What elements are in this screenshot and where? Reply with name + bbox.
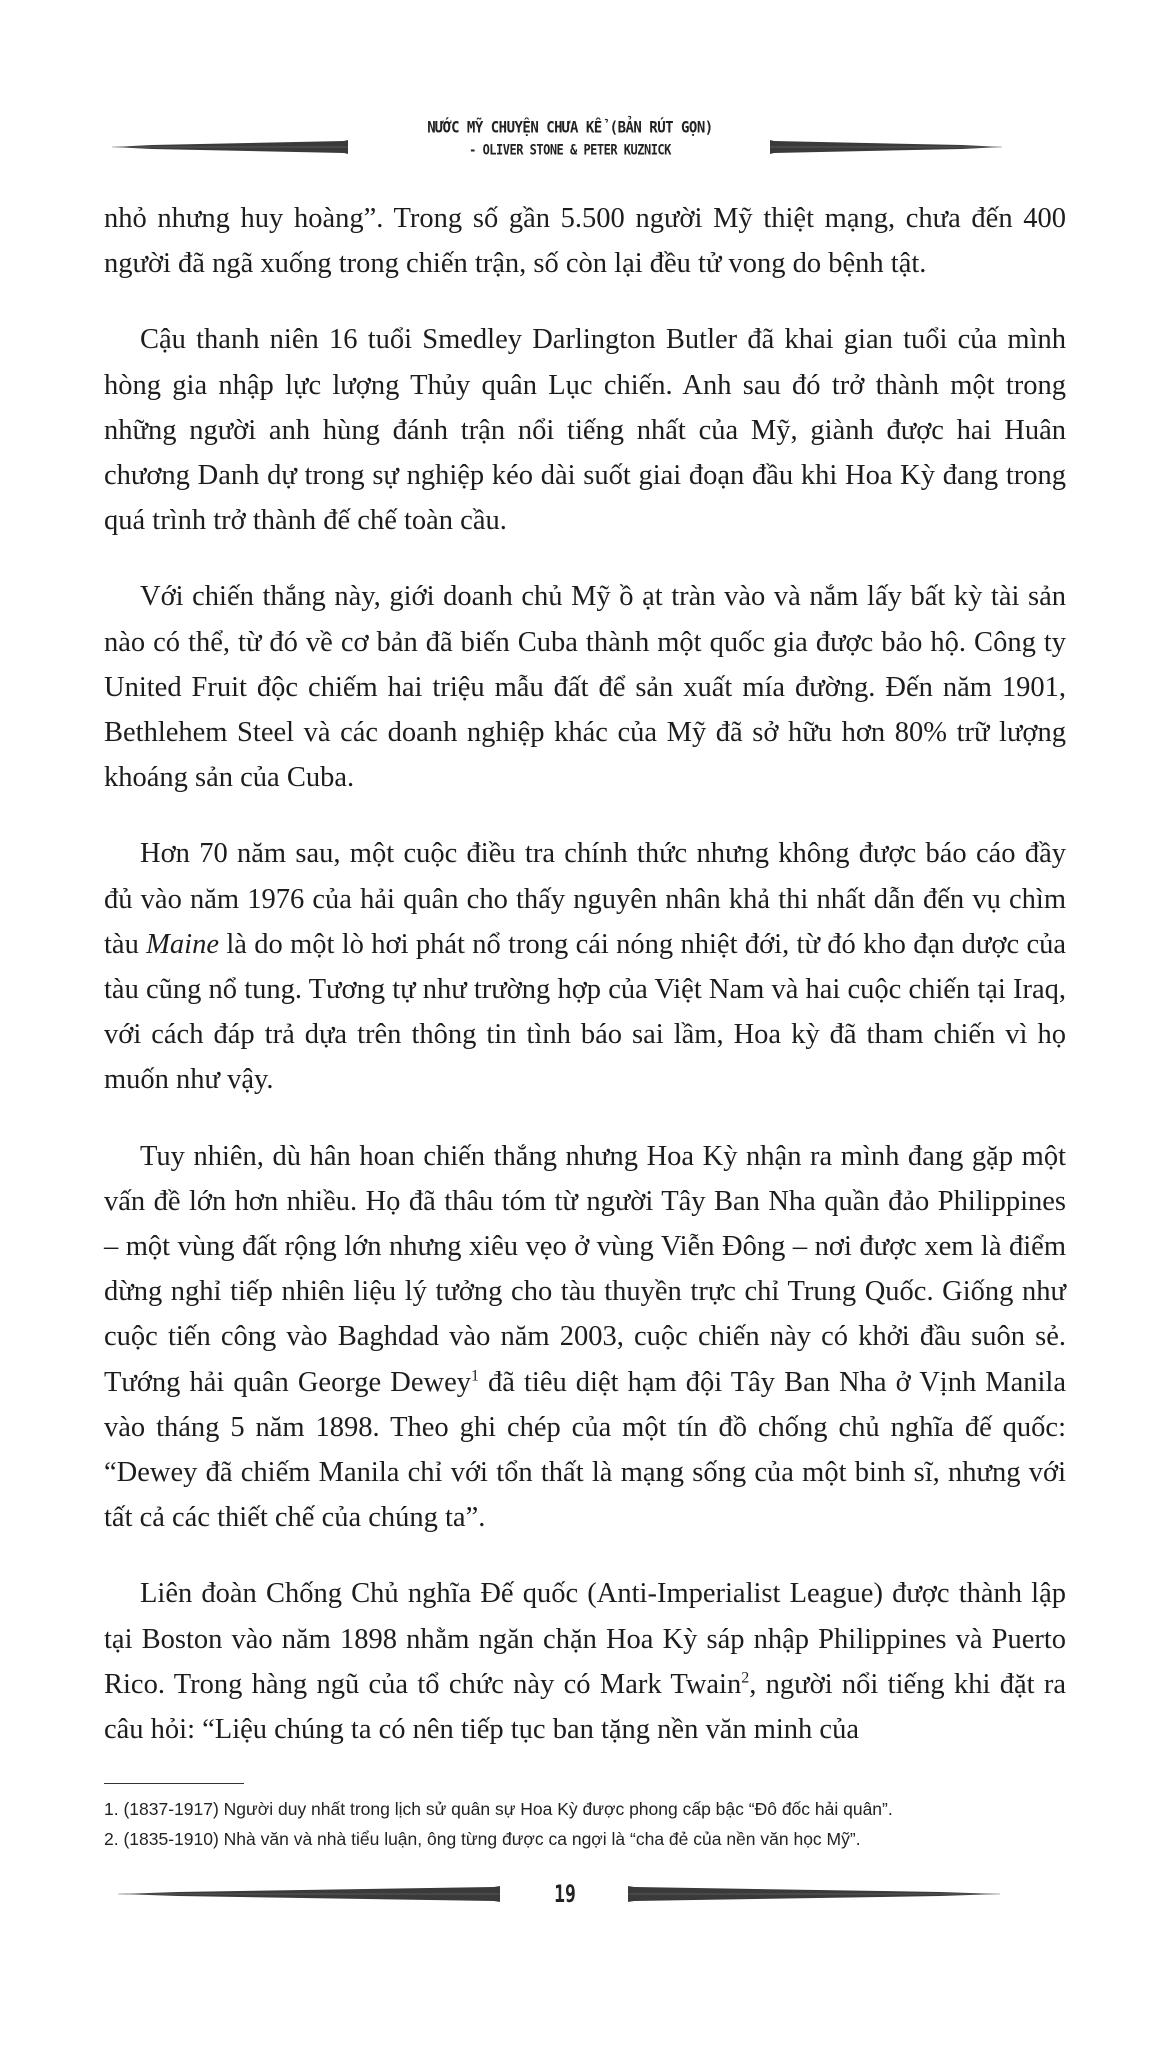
paragraph-5-text-a: Tuy nhiên, dù hân hoan chiến thắng nhưng Hoa Kỳ nhận ra mình đang gặp một vấn đề lớn hơn nhiều. Họ đã thâu tóm từ người Tây Ban Nha quần đảo Philippines – một vùng đất rộng lớn nhưng xiêu vẹo ở vùng Viễn Đông – nơi được xem là điểm dừng nghỉ tiếp nhiên liệu lý tưởng cho tàu thuyền trực chỉ Trung Quốc. Giống như cuộc tiến công vào Baghdad vào năm 2003, cuộc chiến này có khởi đầu suôn sẻ. Tướng hải quân George Dewey: [104, 1140, 1066, 1398]
running-header: [0, 118, 1149, 178]
header-text: [380, 118, 760, 160]
paragraph-3: Với chiến thắng này, giới doanh chủ Mỹ ồ ạt tràn vào và nắm lấy bất kỳ tài sản nào có thể, từ đó về cơ bản đã biến Cuba thành một quốc gia được bảo hộ. Công ty United Fruit độc chiếm hai triệu mẫu đất để sản xuất mía đường. Đến năm 1901, Bethlehem Steel và các doanh nghiệp khác của Mỹ đã sở hữu hơn 80% trữ lượng khoáng sản của Cuba.: [104, 581, 1066, 794]
book-authors: - OLIVER STONE & PETER KUZNICK: [469, 141, 671, 159]
ship-name: Maine: [146, 928, 219, 960]
footnote-ref-2: 2: [741, 1669, 750, 1687]
header-rule-right: [770, 140, 1002, 154]
footnote-2: 2. (1835-1910) Nhà văn và nhà tiểu luận, ông từng được ca ngợi là “cha đẻ của nền văn học Mỹ”.: [104, 1829, 861, 1849]
paragraph-4-text-a: Hơn 70 năm sau, một cuộc điều tra chính thức nhưng không được báo cáo đầy đủ vào năm 1976 của hải quân cho thấy nguyên nhân khả thi nhất dẫn đến vụ chìm tàu: [104, 838, 1066, 960]
footer-rule-left: [118, 1886, 500, 1902]
paragraph-4-text-b: là do một lò hơi phát nổ trong cái nóng nhiệt đới, từ đó kho đạn dược của tàu cũng nổ tung. Tương tự như trường hợp của Việt Nam và hai cuộc chiến tại Iraq, với cách đáp trả dựa trên thông tin tình báo sai lầm, Hoa kỳ đã tham chiến vì họ muốn như vậy.: [104, 928, 1066, 1096]
paragraph-6-text-a: Liên đoàn Chống Chủ nghĩa Đế quốc (Anti-Imperialist League) được thành lập tại Boston vào năm 1898 nhằm ngăn chặn Hoa Kỳ sáp nhập Philippines và Puerto Rico. Trong hàng ngũ của tổ chức này có Mark Twain: [104, 1578, 1066, 1700]
paragraph-5-text-b: đã tiêu diệt hạm đội Tây Ban Nha ở Vịnh Manila vào tháng 5 năm 1898. Theo ghi chép của một tín đồ chống chủ nghĩa đế quốc: “Dewey đã chiếm Manila chỉ với tổn thất là mạng sống của một binh sĩ, nhưng với tất cả các thiết chế của chúng ta”.: [104, 1366, 1066, 1534]
paragraph-2: Cậu thanh niên 16 tuổi Smedley Darlington Butler đã khai gian tuổi của mình hòng gia nhập lực lượng Thủy quân Lục chiến. Anh sau đó trở thành một trong những người anh hùng đánh trận nổi tiếng nhất của Mỹ, giành được hai Huân chương Danh dự trong sự nghiệp kéo dài suốt giai đoạn đầu khi Hoa Kỳ đang trong quá trình trở thành đế chế toàn cầu.: [104, 324, 1066, 537]
book-title: NƯỚC MỸ CHUYỆN CHƯA KỂ (BẢN RÚT GỌN): [427, 118, 713, 138]
paragraph-6: [104, 1571, 1066, 1752]
paragraph-5: [104, 1134, 1066, 1541]
footer-rule-right: [628, 1886, 1000, 1902]
paragraph-6-text-b: , người nổi tiếng khi đặt ra câu hỏi: “Liệu chúng ta có nên tiếp tục ban tặng nền văn minh của: [104, 1668, 1066, 1746]
footnote-1: 1. (1837-1917) Người duy nhất trong lịch sử quân sự Hoa Kỳ được phong cấp bậc “Đô đốc hải quân”.: [104, 1799, 893, 1819]
page-number: 19: [554, 1880, 576, 1908]
body-text: [104, 196, 1066, 1783]
page-footer: [0, 1876, 1149, 1916]
footnotes: [104, 1794, 1064, 1854]
footnote-separator: [104, 1783, 244, 1784]
paragraph-1: nhỏ nhưng huy hoàng”. Trong số gần 5.500 người Mỹ thiệt mạng, chưa đến 400 người đã ngã xuống trong chiến trận, số còn lại đều tử vong do bệnh tật.: [104, 203, 1066, 280]
header-rule-left: [112, 140, 348, 154]
paragraph-4: [104, 831, 1066, 1102]
footnote-ref-1: 1: [470, 1367, 479, 1385]
